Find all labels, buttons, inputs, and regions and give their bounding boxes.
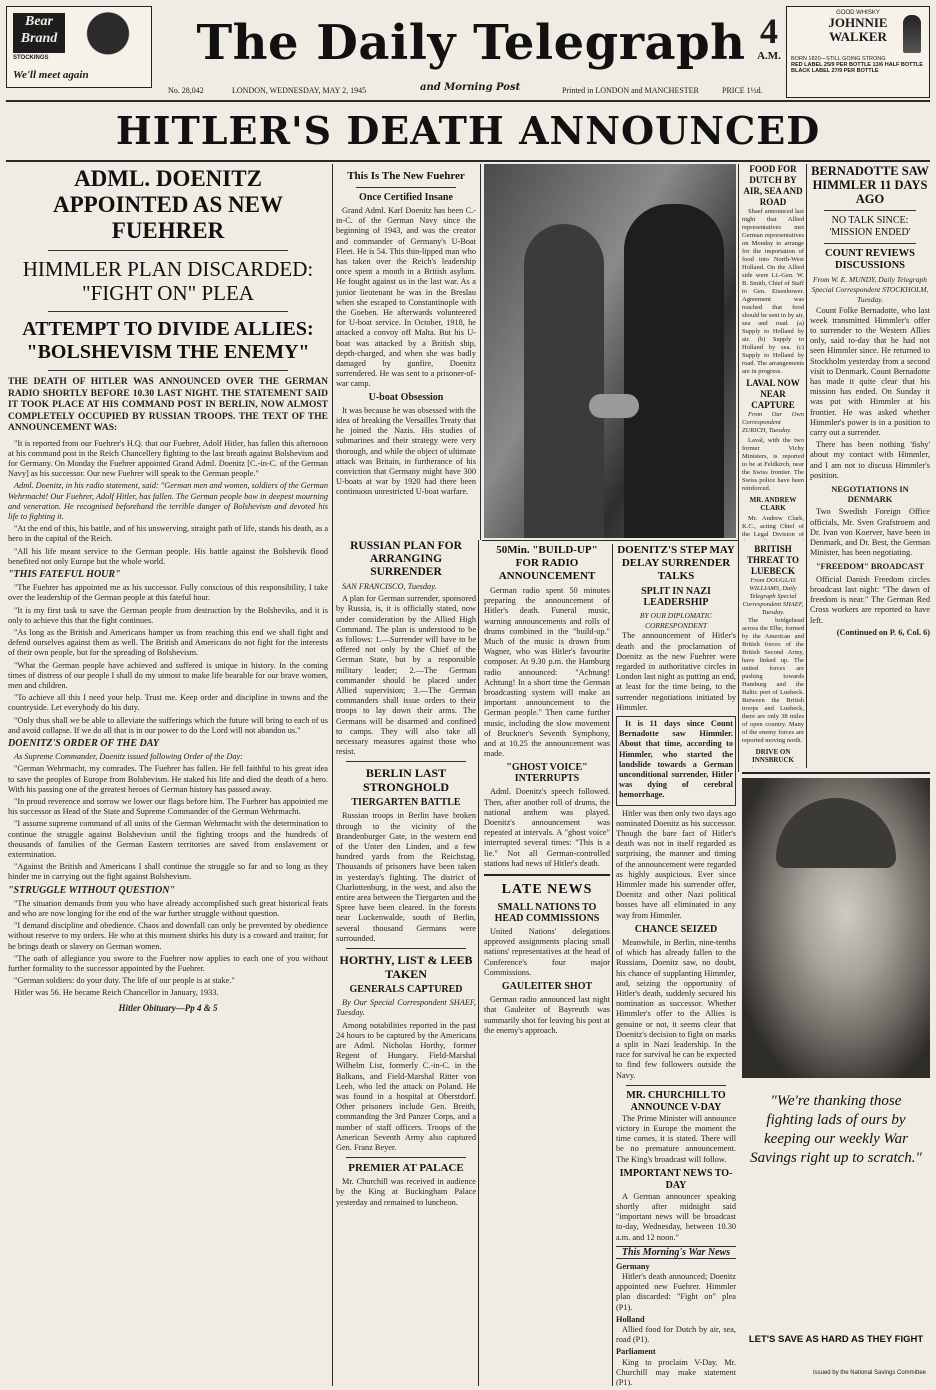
- freedom-subhead: "FREEDOM" BROADCAST: [815, 561, 925, 572]
- handshake: [589, 394, 639, 418]
- churchill-headline: MR. CHURCHILL TO ANNOUNCE V-DAY: [626, 1089, 726, 1113]
- edition-time: A.M.: [757, 50, 781, 62]
- gauleiter-headline: GAULEITER SHOT: [501, 981, 593, 993]
- edition-number: 4: [760, 11, 778, 51]
- chance-subhead: CHANCE SEIZED: [634, 923, 718, 935]
- war-savings-ad: [742, 772, 930, 1386]
- small-nations-headline: SMALL NATIONS TO HEAD COMMISSIONS: [494, 902, 600, 925]
- tiergarten-subhead: TIERGARTEN BATTLE: [351, 797, 461, 809]
- subhead-order-of-day: DOENITZ'S ORDER OF THE DAY: [8, 737, 159, 749]
- obituary-ref: Hitler Obituary—Pp 4 & 5: [118, 1002, 218, 1013]
- lead-headline-1: ADML. DOENITZ APPOINTED AS NEW FUEHRER: [52, 166, 284, 243]
- new-fuehrer-headline: This Is The New Fuehrer: [347, 170, 465, 182]
- soldier-photo: [742, 778, 930, 1078]
- buildup-headline: 50Min. "BUILD-UP" FOR RADIO ANNOUNCEMENT: [496, 544, 598, 582]
- denmark-subhead: NEGOTIATIONS IN DENMARK: [831, 484, 909, 505]
- bernadotte-headline: BERNADOTTE SAW HIMMLER 11 DAYS AGO: [811, 164, 929, 206]
- ad-issued-by: Issued by the National Savings Committee: [812, 1370, 926, 1376]
- masthead-rule: [6, 100, 930, 102]
- issue-number: No. 28,042: [168, 86, 204, 95]
- dateline: LONDON, WEDNESDAY, MAY 2, 1945: [232, 86, 367, 95]
- bear-stockings-label: STOCKINGS: [13, 55, 49, 61]
- lead-headline-2: HIMMLER PLAN DISCARDED: "FIGHT ON" PLEA: [22, 257, 314, 305]
- main-headline: HITLER'S DEATH ANNOUNCED: [115, 108, 821, 153]
- bernadotte-box: It is 11 days since Count Bernadotte saw Himmler. About that time, according to Himmler, who started the landslide towards a German unconditional surrender, Hitler was dying of cerebral hemorrhage.: [616, 716, 736, 806]
- important-news-headline: IMPORTANT NEWS TO-DAY: [619, 1167, 733, 1191]
- morning-post: and Morning Post: [420, 82, 521, 93]
- uboat-subhead: U-boat Obsession: [368, 391, 444, 403]
- ad-slogan: LET'S SAVE AS HARD AS THEY FIGHT: [748, 1334, 924, 1345]
- ghost-voice-subhead: "GHOST VOICE" INTERRUPTS: [506, 762, 588, 785]
- count-reviews-headline: COUNT REVIEWS DISCUSSIONS: [825, 248, 915, 271]
- horthy-headline: HORTHY, LIST & LEEB TAKEN: [339, 953, 473, 982]
- berlin-headline: BERLIN LAST STRONGHOLD: [362, 766, 449, 795]
- food-dutch-story: FOOD FOR DUTCH BY AIR, SEA AND ROAD Shaef announced last night that Allied representatives met German representatives on Monday to arrange for the importation of food into North-West Holland. On the Allied side were Lt.-Gen. W. B. Smith, Chief of Staff to Gen. Eisenhower. Agreement was reached that food should be sent in by air, sea and road. (a) Supply to Holland by air. (b) Supply to Holland by sea. (c) Supply to Holland by road. The arrangements are in progress. LAVAL NOW NEAR CAPTURE From Our Own Correspondent ZURICH, Tuesday. Laval, with the two former Vichy Ministers, is reported to be at Feldkirch, near the Swiss frontier. The Swiss police have been reinforced. MR. ANDREW CLARK Mr. Andrew Clark, K.C., acting Chief of the Legal Division of: [742, 164, 804, 538]
- bear-brand-ad: [6, 6, 152, 88]
- lead-intro: THE DEATH OF HITLER WAS ANNOUNCED OVER THE GERMAN RADIO SHORTLY BEFORE 10.30 LAST NIGHT. THE STATEMENT SAID IT TOOK PLACE AT HIS COMMAND POST IN BERLIN, NOW ALMOST COMPLETELY OCCUPIED BY RUSSIAN TROOPS. THE TEXT OF THE ANNOUNCEMENT WAS:: [8, 377, 328, 433]
- column-4b: DOENITZ'S STEP MAY DELAY SURRENDER TALKS SPLIT IN NAZI LEADERSHIP BY OUR DIPLOMATIC CORRESPONDENT The announcement of Hitler's death and the proclamation of Doenitz as the new Fuehrer were regarded in authoritative circles in London last night as putting an end, at least for the time being, to the surrender negotiations initiated by Himmler. It is 11 days since Count Bernadotte saw Himmler. About that time, according to Himmler, who started the landslide towards a German unconditional surrender, Hitler was dying of cerebral hemorrhage. Hitler was then only two days ago nominated Doenitz as his successor. Though the bare fact of Hitler's death was not in itself regarded as surprising, the manner and timing of the announcement were regarded as highly auspicious. Ever since Himmler made his surrender offer, Doenitz and other Nazi political bosses have all eliminated in any way from Himmler. CHANCE SEIZED Meanwhile, in Berlin, nine-tenths of which has already fallen to the Russians, Doenitz saw, no doubt, his chance of supplanting Himmler, and, seizing the opportunity of Hitler's death, suddenly secured his nomination as successor. Whether Himmler's offer to the Allies is genuine or not, it seems clear that Doenitz's decision to fight on marks a split in Nazi leadership. In the race for survival he can be expected to find few followers outside the Navy. MR. CHURCHILL TO ANNOUNCE V-DAY The Prime Minister will announce victory in Europe the moment the time comes, it is stated. There will be no premature announcement. The King's broadcast will follow. IMPORTANT NEWS TO-DAY A German announcer speaking shortly after midnight said "important news will be broadcast to-day, Wednesday, between 10.30 a.m. and 12 noon." This Morning's War News Germany Hitler's death announced; Doenitz appointed new Fuehrer. Himmler plan discarded: "Fight on" plea (P1). Holland Allied food for Dutch by air, sea, road (P1). Parliament King to proclaim V-Day. Mr. Churchill may make statement (P1).: [616, 544, 736, 1386]
- bear-figure: [77, 11, 139, 67]
- masthead-title: The Daily Telegraph: [196, 15, 746, 71]
- russian-plan-headline: RUSSIAN PLAN FOR ARRANGING SURRENDER: [350, 540, 462, 578]
- johnnie-walker-ad: GOOD WHISKY JOHNNIE WALKER BORN 1820—STILL GOING STRONG RED LABEL 25/9 PER BOTTLE 13/6 HALF BOTTLE BLACK LABEL 27/9 PER BOTTLE: [786, 6, 930, 98]
- col-rule-1: [332, 164, 333, 1386]
- certified-insane-subhead: Once Certified Insane: [359, 192, 453, 203]
- figure-left: [524, 224, 604, 538]
- striding-man-icon: [903, 15, 921, 53]
- subhead-fateful-hour: "THIS FATEFUL HOUR": [8, 568, 121, 580]
- column-4: 50Min. "BUILD-UP" FOR RADIO ANNOUNCEMENT German radio spent 50 minutes preparing the announcement of Hitler's death. Funeral music, warning announcements and rolls of drums combined in the "build-up." Much of the music is drawn from Wagner, who was Hitler's favourite composer. At 9.30 p.m. the Hamburg radio announced: "Achtung! Achtung! In a short time the German broadcasting system will make an important announcement to the German people." Then came further music, including the slow movement of Bruckner's Seventh Symphony, and at 10.25 the announcement was made. "GHOST VOICE" INTERRUPTS Adml. Doenitz's speech followed. Then, after another roll of drums, the national anthem was played. Doenitz's announcement was repeated at intervals. A "ghost voice" interrupted several times: "This is a lie." Not all German-controlled stations had news of Hitler's death. LATE NEWS SMALL NATIONS TO HEAD COMMISSIONS United Nations' delegations approved assignments placing small nations' representatives at the head of Conference's four major Commissions. GAULEITER SHOT German radio announced last night that Gauleiter of Bayreuth was summarily shot for leaving his post at the enemy's approach.: [484, 544, 610, 1035]
- subhead-struggle: "STRUGGLE WITHOUT QUESTION": [8, 884, 176, 896]
- split-subhead: SPLIT IN NAZI LEADERSHIP: [641, 586, 711, 608]
- helmet-shape: [776, 798, 896, 868]
- delay-talks-headline: DOENITZ'S STEP MAY DELAY SURRENDER TALKS: [617, 544, 735, 582]
- luebeck-story: BRITISH THREAT TO LUEBECK From DOUGLAS WILLIAMS, Daily Telegraph Special Correspondent SHAEF, Tuesday. The bridgehead across the Elbe, formed by the American and British forces of the British Second Army, have linked up. The united forces are pushing towards Hamburg and the Baltic port of Luebeck. Between the British troops and Luebeck, there are only 38 miles of open country. Many of the enemy forces are reported moving north. DRIVE ON INNSBRUCK: [742, 544, 804, 764]
- late-news-title: LATE NEWS: [501, 882, 593, 898]
- figure-right: [624, 204, 724, 538]
- column-2: RUSSIAN PLAN FOR ARRANGING SURRENDER SAN FRANCISCO, Tuesday. A plan for German surrender, sponsored by Russia, is, it is officially stated, now under consideration by the Allied High Command. The plan is understood to be as follows: 1.—Surrender will have to be offered not only by the Chief of the German State, but by a responsible military leader; 2.—The German commander should be placed under Allied supervision; 3.—The German commanders shall issue orders to their troops to lay down their arms. The Germans will be disarmed and confined to camps. They will also take all necessary measures against those who resist. BERLIN LAST STRONGHOLD TIERGARTEN BATTLE Russian troops in Berlin have broken through to the vicinity of the Brandenburger Gate, in the western end of the Unter den Linden, and a few hundred yards from the Reichstag. Thousands of prisoners have been taken in yesterday's fighting. The district of Charlottenburg, in the west, and also the entire area between the Tiergarten and the Spree have been cleared. In the forests near Luckenwalde, south of Berlin, several thousand Germans were surrounded. HORTHY, LIST & LEEB TAKEN GENERALS CAPTURED By Our Special Correspondent SHAEF, Tuesday. Among notabilities reported in the past 24 hours to be captured by the Americans are Adml. Nicholas Horthy, former Regent of Hungary. Field-Marshal Wilhelm List, formerly C.-in-C. in the Balkans, and Field-Marshal Ritter von Leeb, who led the attack on Poland. He was found in a hospital at Oberstdorf. Other prisoners include Gen. Breith, commanding the 3rd Panzer Corps, and a number of staff officers. Troops of the American Seventh Army also captured Gen. Franz Beyer. PREMIER AT PALACE Mr. Churchill was received in audience by the King at Buckingham Palace yesterday and remained to luncheon.: [336, 540, 476, 1207]
- no-talk-headline: NO TALK SINCE: 'MISSION ENDED': [829, 215, 911, 238]
- war-news-title: This Morning's War News: [616, 1246, 736, 1259]
- premier-headline: PREMIER AT PALACE: [348, 1162, 464, 1175]
- column-6: BERNADOTTE SAW HIMMLER 11 DAYS AGO NO TALK SINCE: 'MISSION ENDED' COUNT REVIEWS DISCUSSIONS From W. E. MUNDY, Daily Telegraph Special Correspondent STOCKHOLM, Tuesday. Count Folke Bernadotte, who last week transmitted Himmler's offer to surrender to the Western Allies only, said to-day that he had not seen Himmler since. He returned to Stockholm yesterday from a second visit to Denmark. Count Bernadotte has made it quite clear that his mission has ended. On Sunday it was put with Himmler at his frontier. He was asked whether Himmler's power is in a position to carry out a surrender. There has been nothing 'fishy' about my contact with Himmler, and I am not to discuss Himmler's position. NEGOTIATIONS IN DENMARK Two Swedish Foreign Office officials, Mr. Sven Grafstroem and Dr. Ivan von Koerver, have been in Denmark, and Dr. Best, the German Minister, has been negotiating. "FREEDOM" BROADCAST Official Danish Freedom circles broadcast last night: "The dawn of freedom is near." The German Red Cross workers are reported to have left. (Continued on P. 6, Col. 6): [810, 164, 930, 637]
- bear-slogan: We'll meet again: [13, 69, 89, 81]
- bear-brand-logo: Bear Brand: [13, 13, 65, 53]
- lead-headline-3: ATTEMPT TO DIVIDE ALLIES: "BOLSHEVISM THE ENEMY": [22, 318, 314, 363]
- ad-quote: "We're thanking those fighting lads of ours by keeping our weekly War Savings right up to scratch.": [750, 1093, 922, 1166]
- lead-body: "It is reported from our Fuehrer's H.Q. that our Fuehrer, Adolf Hitler, has fallen this afternoon at his command post in the Reich Chancellery fighting to the last breath against Bolshevism and for Germany. On Monday the Fuehrer appointed Grand Adml. Doenitz [C.-in-C. of the German Navy] as his successor. Our new Fuehrer will speak to the German people." Adml. Doenitz, in his radio statement, said: "German men and women, soldiers of the German Wehrmacht! Our Fuehrer, Adolf Hitler, has fallen. The German people bow in deepest mourning and veneration. He recognised beforehand the terrible danger of Bolshevism and devoted his life to fighting it. "At the end of this, his battle, and of his unswerving, straight path of life, stands his death, as a hero in the capital of the Reich. "All his life meant service to the German people. His battle against the Bolshevik flood benefited not only Europe but the whole world. "THIS FATEFUL HOUR" "The Fuehrer has appointed me as his successor. Fully conscious of this responsibility, I take over the leadership of the German people at this fateful hour. "It is my first task to save the German people from destruction by the Bolsheviks, and it is only to achieve this that the fight continues. "As long as the British and Americans hamper us from reaching this end we shall fight and defend ourselves against them as well. The British and Americans do not fight for the interests of their own people, but for the spreading of Bolshevism. "What the German people have achieved and suffered is unique in history. In the coming times of distress of our people I shall do my utmost to make life bearable for our brave women, men and children. "To achieve all this I need your help. Trust me. Keep order and discipline in towns and the countryside. Let everybody do his duty. "Only thus shall we be able to alleviate the sufferings which the future will bring to each of us and avoid collapse. If we do all that is in our power to do the Lord will not abandon us." DOENITZ'S ORDER OF THE DAY As Supreme Commander, Doenitz issued following Order of the Day: "German Wehrmacht, my comrades. The Fuehrer has fallen. He fell faithful to his great idea to save the peoples of Europe from Bolshevism. He staked his life and died the death of a hero. With his passing one of the greatest heroes of German history has passed away. "In proud reverence and sorrow we lower our flags before him. The Fuehrer has appointed me his successor as Head of the State and Supreme Commander of the German Wehrmacht. "I assume supreme command of all units of the German Wehrmacht with the determination to continue the struggle against Bolshevism until the fighting troops and the hundreds of thousands of families of the German Eastern territories are saved from enslavement or extermination. "Against the British and Americans I shall continue the struggle so far and so long as they hinder me in carrying out the fight against Bolshevism. "STRUGGLE WITHOUT QUESTION" "The situation demands from you who have already accomplished such great historical feats and who are now longing for the end of the war further struggle without question. "I demand discipline and obedience. Chaos and downfall can only be prevented by obedience without reserve to my orders. He who at this moment shirks his duty is a coward and traitor, for he brings death or slavery on German women. "The oath of allegiance you swore to the Fuehrer now applies to each one of you without further formality to the successor appointed by the Fuehrer. "German soldiers: do your duty. The life of our people is at stake." Hitler was 56. He became Reich Chancellor in January, 1933. Hitler Obituary—Pp 4 & 5: [8, 438, 328, 1013]
- edition-box: [754, 12, 784, 76]
- doenitz-photo: [484, 164, 736, 538]
- headline-rule: [6, 160, 930, 162]
- generals-subhead: GENERALS CAPTURED: [349, 984, 463, 996]
- lead-story: [8, 164, 328, 1386]
- price: PRICE 1½d.: [722, 86, 763, 95]
- printed-in: Printed in LONDON and MANCHESTER: [562, 86, 699, 95]
- column-3: This Is The New Fuehrer Once Certified Insane Grand Adml. Karl Doenitz has been C.-in-C. of the German Navy since the beginning of 1943, and was the creator and commander of Germany's U-Boat Fleet. He is 54. This thin-lipped man who has taken over the Reich's leadership once spent a month in a British asylum. He fought against us in the last war. As a junior lieutenant he was in the Breslau when she escaped to Constantinople with the Goeben. He afterwards volunteered for U-boat service. In October, 1918, he attacked a convoy off Malta. But his U-boat was attacked by a British ship, depth-charged, and when she was badly damaged by gunfire, Doenitz surrendered. He was sent to a prisoner-of-war camp. U-boat Obsession It was because he was obsessed with the idea of breaking the Versailles Treaty that he joined the Nazis. His studies of submarines and their strategy were very thorough, and while the object of ultimate attack was Britain, in furtherance of his conviction that Germany might have 300 U-boats at war by 1920 had there been continuous unrestricted U-boat warfare.: [336, 170, 476, 497]
